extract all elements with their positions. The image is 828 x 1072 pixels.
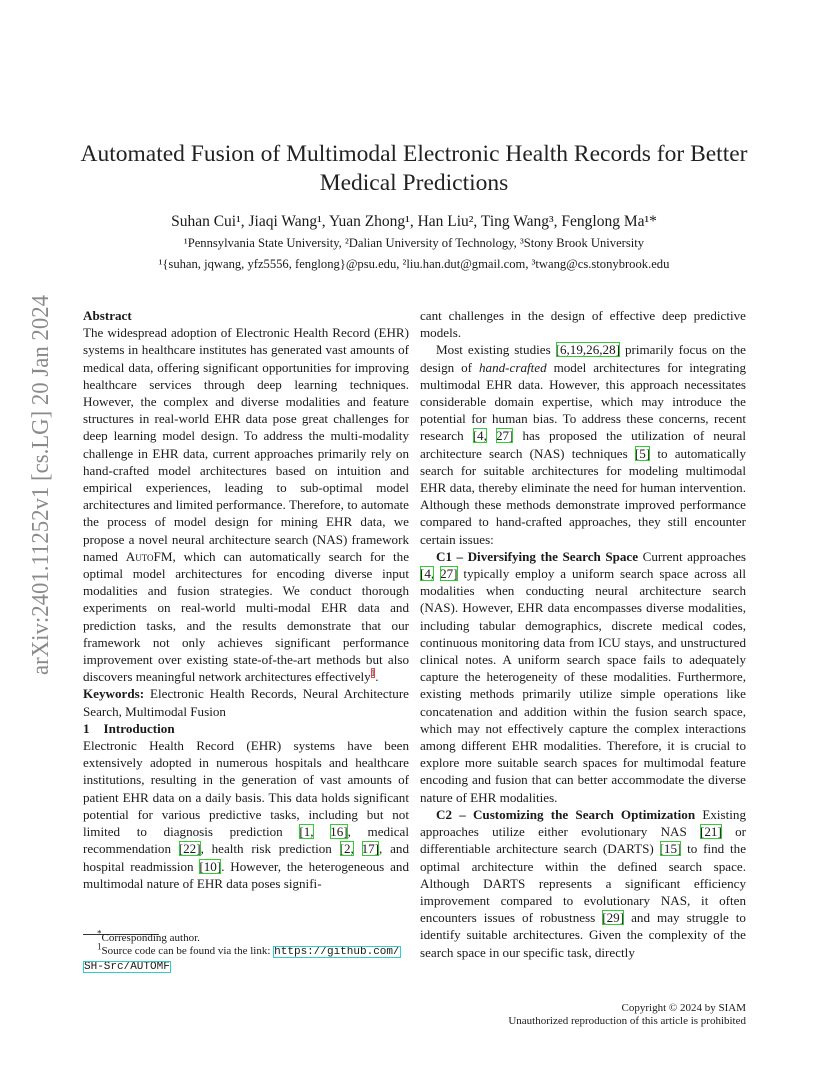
footnote-corresponding xyxy=(83,928,409,945)
body-text: or differentiable architecture search (DARTS) xyxy=(420,824,746,857)
section-number: 1 xyxy=(83,720,90,736)
paper-title: Automated Fusion of Multimodal Electronic Health Records for Better Medical Predictions xyxy=(80,141,748,196)
abstract-body xyxy=(83,324,409,685)
left-column xyxy=(83,307,409,892)
abstract-text-cont: , which can automatically search for the optimal model architectures for encoding diverse input modalities and fusion strategies. We conduct thorough experiments on real-world multi-modal EHR data and prediction tasks, and the results demonstrate that our framework not only achieves significant performance improvement over existing state-of-the-art methods but also discovers meaningful network architectures effectively xyxy=(83,548,409,685)
body-text xyxy=(354,841,362,856)
section-title: Introduction xyxy=(103,720,175,736)
right-column xyxy=(420,307,746,961)
citation-link[interactable]: 16] xyxy=(330,824,348,840)
footnote-source xyxy=(83,941,409,959)
source-code-link-cont[interactable]: SH-Src/AUTOMF xyxy=(84,960,170,973)
keywords-text: Electronic Health Records, Neural Architecture Search, Multimodal Fusion xyxy=(83,686,409,719)
footnotes xyxy=(83,928,409,974)
citation-link[interactable]: [21] xyxy=(700,824,722,840)
footnote-text: Source code can be found via the link: xyxy=(101,945,274,958)
footnote-ref[interactable]: 1 xyxy=(370,667,376,678)
citation-link[interactable]: 17] xyxy=(361,841,380,857)
arxiv-stamp-text: arXiv:2401.11252v1 [cs.LG] 20 Jan 2024 xyxy=(28,290,54,675)
body-text: Most existing studies xyxy=(436,342,556,358)
body-text: , and hospital readmission xyxy=(83,841,409,874)
c1-title: C1 – Diversifying the Search Space xyxy=(436,548,639,564)
body-text xyxy=(314,824,331,839)
abstract-end: . xyxy=(375,669,379,685)
arxiv-stamp xyxy=(20,290,56,680)
citation-link[interactable]: 27] xyxy=(440,566,458,582)
citation-link[interactable]: [4, xyxy=(472,428,487,444)
keywords xyxy=(83,685,409,719)
body-text xyxy=(487,428,496,443)
citation-link[interactable]: [10] xyxy=(199,858,222,874)
challenge-c1 xyxy=(420,548,746,806)
footnote-text: Corresponding author. xyxy=(101,932,200,944)
body-text: model architectures for integrating multimodal EHR data. However, this approach necessitates considerable domain expertise, which may introduce the potential for human bias. To address these concerns, recent research xyxy=(420,359,746,444)
framework-name: AutoFM xyxy=(125,548,173,564)
c1-body xyxy=(420,549,746,805)
footnote-source-cont xyxy=(83,960,409,974)
body-text: . However, the heterogeneous and multimodal nature of EHR data poses signifi- xyxy=(83,858,409,891)
existing-studies-paragraph xyxy=(420,341,746,547)
affiliations: ¹Pennsylvania State University, ²Dalian University of Technology, ³Stony Brook University xyxy=(183,236,645,250)
body-text: , medical recommendation xyxy=(83,824,409,857)
emphasis-text: hand-crafted xyxy=(478,359,547,375)
citation-link[interactable]: [1, xyxy=(299,824,314,840)
c2-body xyxy=(420,807,746,960)
author-list: Suhan Cui¹, Jiaqi Wang¹, Yuan Zhong¹, Han Liu², Ting Wang³, Fenglong Ma¹* xyxy=(171,213,657,230)
body-text: primarily focus on the design of xyxy=(420,342,746,375)
body-text: Existing approaches utilize either evolutionary NAS xyxy=(420,806,746,840)
citation-link[interactable]: [22] xyxy=(178,841,201,857)
abstract-heading: Abstract xyxy=(83,308,132,323)
body-text: to automatically search for suitable architectures for modeling multimodal EHR data, thereby eliminate the need for human intervention. Although these methods demonstrate improved performance compared to hand-crafted approaches, they still encounter certain issues: xyxy=(420,445,746,547)
intro-paragraph xyxy=(83,737,409,892)
reproduction-notice: Unauthorized reproduction of this article is prohibited xyxy=(508,1014,746,1027)
keywords-label: Keywords: xyxy=(83,686,145,702)
copyright-line: Copyright © 2024 by SIAM xyxy=(621,1002,746,1014)
citation-link[interactable]: [4, xyxy=(420,566,435,582)
body-text: , health risk prediction xyxy=(200,841,340,857)
citation-link[interactable]: [6,19,26,28] xyxy=(555,342,620,358)
body-text: and may struggle to identify suitable architectures. Given the complexity of the search space in our specific task, directly xyxy=(420,910,746,960)
footnote-mark: 1 xyxy=(97,941,102,952)
c2-title: C2 – Customizing the Search Optimization xyxy=(436,806,696,822)
author-emails: ¹{suhan, jqwang, yfz5556, fenglong}@psu.edu, ²liu.han.dut@gmail.com, ³twang@cs.stonybrook.edu xyxy=(158,257,670,271)
source-code-link[interactable]: https://github.com/ xyxy=(274,946,400,959)
abstract-text: The widespread adoption of Electronic Health Record (EHR) systems in healthcare institutes has generated vast amounts of medical data, offering significant opportunities for improving healthcare services through deep learning techniques. However, the complex and diverse modalities and feature structures in real-world EHR data pose great challenges for deep learning model design. To address the multi-modality challenge in EHR data, current approaches primarily rely on hand-crafted model architectures based on intuition and empirical experiences, leading to sub-optimal model architectures and limited performance. Therefore, to automate the process of model design for mining EHR data, we propose a novel neural architecture search (NAS) framework named xyxy=(83,325,409,564)
body-text: Current approaches xyxy=(638,548,747,564)
challenge-c2 xyxy=(420,806,746,961)
citation-link[interactable]: [29] xyxy=(602,910,625,926)
body-text: typically employ a uniform search space across all modalities when conducting neural architecture search (NAS). However, EHR data encompasses diverse modalities, including tabular demographics, discrete medical codes, continuous monitoring data from ICU stays, and unstructured clinical notes. A uniform search space fails to adequately capture the heterogeneity of these modalities. Furthermore, existing methods primarily utilize simple operations like concatenation and addition within the fusion search space, which may not effectively capture the complex interactions among different EHR modalities. Therefore, it is crucial to explore more suitable search spaces for multimodal feature encoding and fusion that can better accommodate the diverse nature of EHR modalities. xyxy=(420,566,746,805)
intro-continuation: cant challenges in the design of effective deep predictive models. xyxy=(420,308,746,341)
copyright-notice xyxy=(420,1002,746,1027)
body-text: to find the optimal architecture within the defined search space. Although DARTS represents a significant efficiency improvement compared to evolutionary NAS, it often encounters issues of robustness xyxy=(420,841,746,926)
citation-link[interactable]: [2, xyxy=(339,841,354,857)
citation-link[interactable]: [5] xyxy=(634,445,651,461)
footnote-mark: * xyxy=(97,928,102,939)
body-text: Electronic Health Record (EHR) systems have been extensively adopted in numerous hospitals and healthcare institutions, resulting in the generation of vast amounts of patient EHR data on a daily basis. This data holds significant potential for various predictive tasks, including but not limited to diagnosis prediction xyxy=(83,738,409,840)
body-text: has proposed the utilization of neural architecture search (NAS) techniques xyxy=(420,428,746,461)
citation-link[interactable]: [15] xyxy=(659,841,682,857)
section-heading xyxy=(83,720,409,737)
citation-link[interactable]: 27] xyxy=(495,428,514,444)
